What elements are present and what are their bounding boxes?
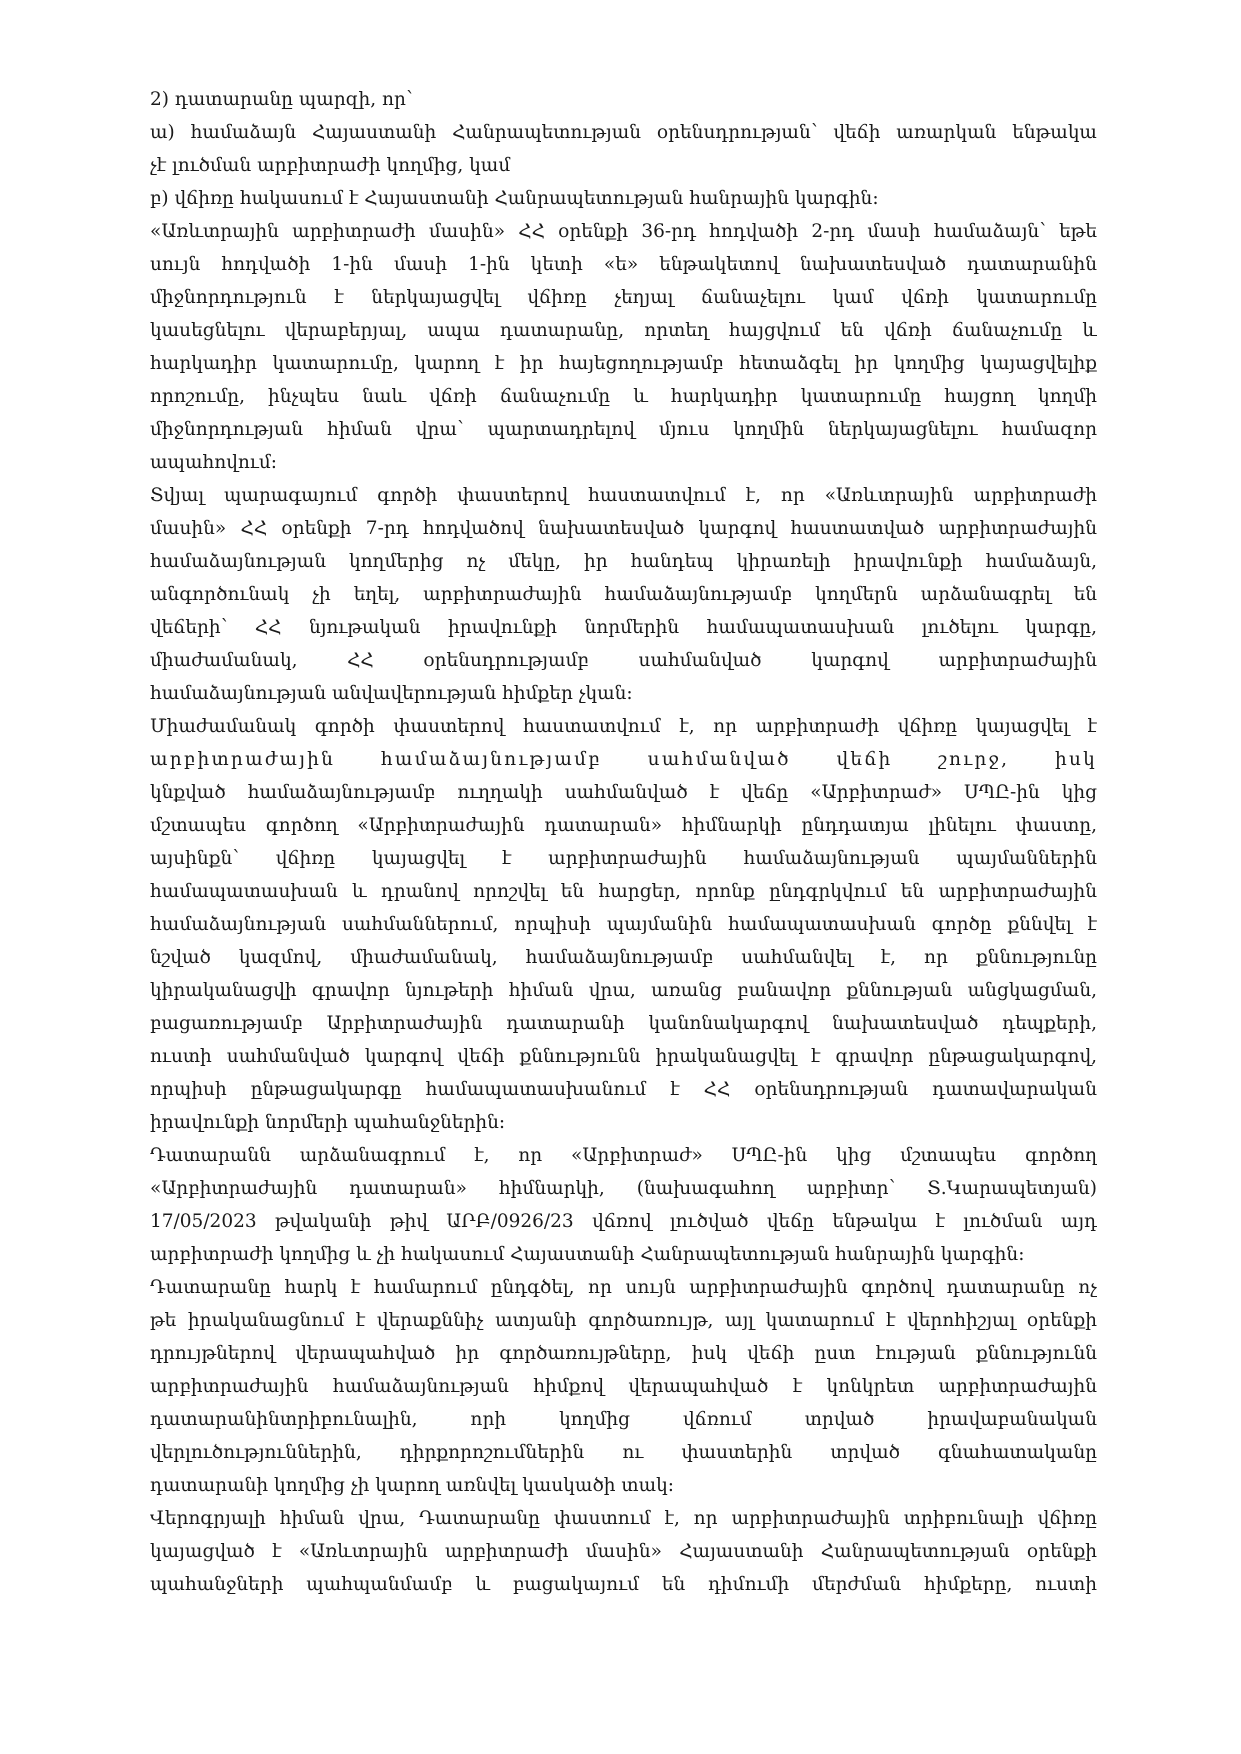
text-line: այսինքն՝ վճիռը կայացվել է արբիտրաժային համաձայնության պայմաններին [150, 848, 1097, 869]
text-line: վեճերի՝ ՀՀ նյութական իրավունքի նորմերին համապատասխան լուծելու կարգը, [150, 617, 1097, 638]
text-line: Միաժամանակ գործի փաստերով հաստատվում է, որ արբիտրաժի վճիռը կայացվել է [150, 716, 1097, 737]
text-line: արբիտրաժի կողմից և չի հակասում Հայաստանի Հանրապետության հանրային կարգին: [150, 1244, 1025, 1265]
text-line: ա) համաձայն Հայաստանի Հանրապետության օրենսդրության՝ վեճի առարկան ենթակա [150, 122, 1097, 143]
text-line: միաժամանակ, ՀՀ օրենսդրությամբ սահմանված կարգով արբիտրաժային [150, 650, 1097, 671]
text-line: ուստի սահմանված կարգով վեճի քննությունն իրականացվել է գրավոր ընթացակարգով, [150, 1046, 1097, 1067]
text-line: համաձայնության անվավերության հիմքեր չկան: [150, 683, 633, 704]
text-line: 17/05/2023 թվականի թիվ ԱՐԲ/0926/23 վճռով լուծված վեճը ենթակա է լուծման այդ [150, 1211, 1097, 1232]
text-line: սույն հոդվածի 1-ին մասի 1-ին կետի «ե» ենթակետով նախատեսված դատարանին [150, 254, 1097, 275]
text-line: բացառությամբ Արբիտրաժային դատարանի կանոնակարգով նախատեսված դեպքերի, [150, 1013, 1097, 1034]
text-line: համապատասխան և դրանով որոշվել են հարցեր, որոնք ընդգրկվում են արբիտրաժային [150, 881, 1097, 902]
text-line: իրավունքի նորմերի պահանջներին: [150, 1112, 506, 1133]
text-line: Դատարանը հարկ է համարում ընդգծել, որ սույն արբիտրաժային գործով դատարանը ոչ [150, 1277, 1097, 1298]
text-line: բ) վճիռը հակասում է Հայաստանի Հանրապետության հանրային կարգին: [150, 188, 879, 209]
text-line: հարկադիր կատարումը, կարող է իր հայեցողությամբ հետաձգել իր կողմից կայացվելիք [150, 353, 1097, 374]
text-line: դատարանինտրիբունալին, որի կողմից վճռում տրված իրավաբանական [150, 1409, 1097, 1430]
text-line: անգործունակ չի եղել, արբիտրաժային համաձայնությամբ կողմերն արձանագրել են [150, 584, 1097, 605]
text-line: դատարանի կողմից չի կարող առնվել կասկածի տակ: [150, 1475, 675, 1496]
text-line: կիրականացվի գրավոր նյութերի հիման վրա, առանց բանավոր քննության անցկացման, [150, 980, 1097, 1001]
text-line: Վերոգրյալի հիման վրա, Դատարանը փաստում է, որ արբիտրաժային տրիբունալի վճիռը [150, 1508, 1097, 1529]
text-line: համաձայնության կողմերից ոչ մեկը, իր հանդեպ կիրառելի իրավունքի համաձայն, [150, 551, 1097, 572]
text-line: պահանջների պահպանմամբ և բացակայում են դիմումի մերժման հիմքերը, ուստի [150, 1574, 1097, 1595]
text-line: «Առևտրային արբիտրաժի մասին» ՀՀ օրենքի 36-րդ հոդվածի 2-րդ մասի համաձայն՝ եթե [150, 221, 1097, 242]
text-line: դրույթներով վերապահված իր գործառույթները, իսկ վեճի ըստ էության քննությունն [150, 1343, 1097, 1364]
text-line: կայացված է «Առևտրային արբիտրաժի մասին» Հայաստանի Հանրապետության օրենքի [150, 1541, 1097, 1562]
text-line: կասեցնելու վերաբերյալ, ապա դատարանը, որտեղ հայցվում են վճռի ճանաչումը և [150, 320, 1097, 341]
text-line: Տվյալ պարագայում գործի փաստերով հաստատվում է, որ «Առևտրային արբիտրաժի [150, 485, 1097, 506]
text-line: ապահովում: [150, 452, 278, 473]
text-line: արբիտրաժային համաձայնությամբ սահմանված վեճի շուրջ, իսկ [150, 749, 1097, 770]
text-line: մշտապես գործող «Արբիտրաժային դատարան» հիմնարկի ընդդատյա լինելու փաստը, [150, 815, 1097, 836]
text-line: միջնորդություն է ներկայացվել վճիռը չեղյալ ճանաչելու կամ վճռի կատարումը [150, 287, 1097, 308]
text-line: մասին» ՀՀ օրենքի 7-րդ հոդվածով նախատեսված կարգով հաստատված արբիտրաժային [150, 518, 1097, 539]
text-line: նշված կազմով, միաժամանակ, համաձայնությամբ սահմանվել է, որ քննությունը [150, 947, 1097, 968]
text-line: կնքված համաձայնությամբ ուղղակի սահմանված է վեճը «Արբիտրաժ» ՍՊԸ-ին կից [150, 782, 1097, 803]
document-page [150, 83, 1097, 1601]
text-line: չէ լուծման արբիտրաժի կողմից, կամ [150, 155, 511, 176]
text-line: որպիսի ընթացակարգը համապատասխանում է ՀՀ օրենսդրության դատավարական [150, 1079, 1097, 1100]
text-line: 2) դատարանը պարզի, որ՝ [150, 89, 413, 110]
text-line: միջնորդության հիման վրա՝ պարտադրելով մյուս կողմին ներկայացնելու համազոր [150, 419, 1097, 440]
text-line: որոշումը, ինչպես նաև վճռի ճանաչումը և հարկադիր կատարումը հայցող կողմի [150, 386, 1097, 407]
text-line: վերլուծություններին, դիրքորոշումներին ու փաստերին տրված գնահատականը [150, 1442, 1097, 1463]
text-line: արբիտրաժային համաձայնության հիմքով վերապահված է կոնկրետ արբիտրաժային [150, 1376, 1097, 1397]
text-line: «Արբիտրաժային դատարան» հիմնարկի, (նախագահող արբիտր՝ Տ.Կարապետյան) [150, 1178, 1097, 1199]
text-line: թե իրականացնում է վերաքննիչ ատյանի գործառույթ, այլ կատարում է վերոհիշյալ օրենքի [150, 1310, 1097, 1331]
text-line: համաձայնության սահմաններում, որպիսի պայմանին համապատասխան գործը քննվել է [150, 914, 1097, 935]
text-line: Դատարանն արձանագրում է, որ «Արբիտրաժ» ՍՊԸ-ին կից մշտապես գործող [150, 1145, 1097, 1166]
